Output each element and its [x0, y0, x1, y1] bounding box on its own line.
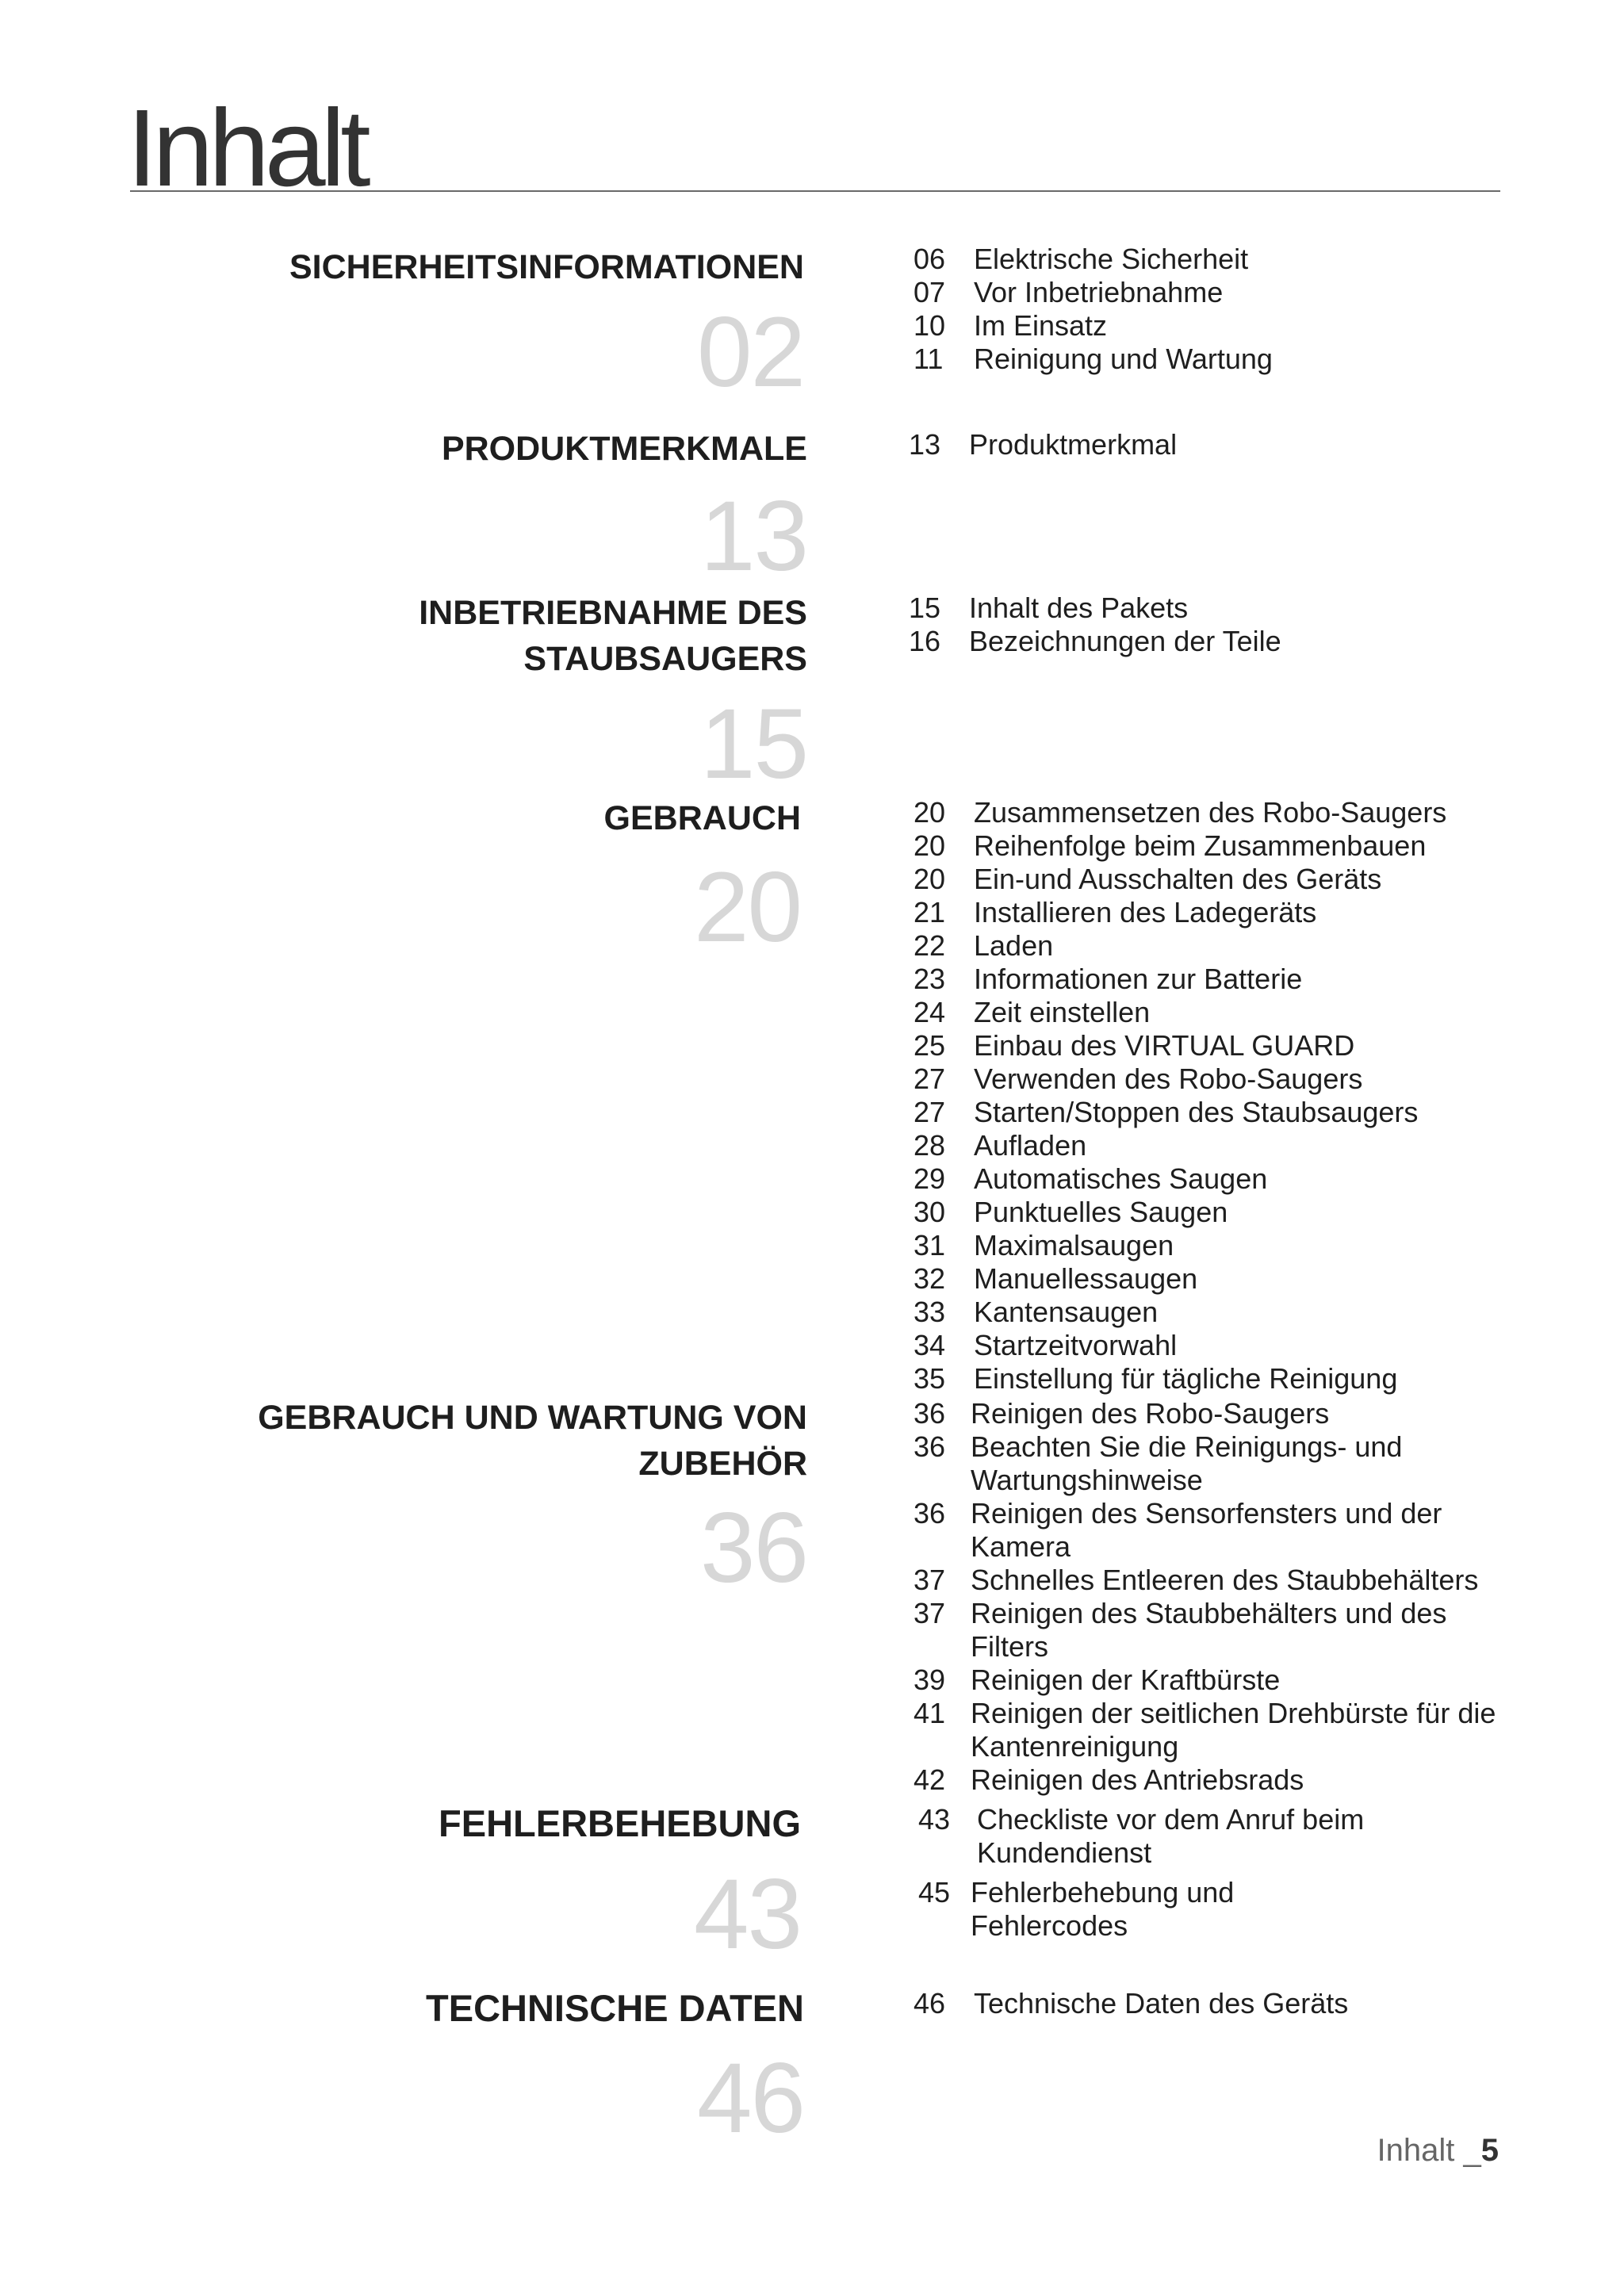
- toc-entry[interactable]: 27 Verwenden des Robo-Saugers: [914, 1062, 1363, 1095]
- toc-entry[interactable]: 11 Reinigung und Wartung: [914, 343, 1273, 375]
- toc-entry[interactable]: 25 Einbau des VIRTUAL GUARD: [914, 1029, 1355, 1062]
- toc-entry[interactable]: 06 Elektrische Sicherheit: [914, 243, 1249, 275]
- toc-entry[interactable]: 37 Reinigen des Staubbehälters und des Filters: [914, 1597, 1447, 1663]
- toc-entry[interactable]: 32 Manuellessaugen: [914, 1262, 1198, 1295]
- toc-entry[interactable]: 20 Reihenfolge beim Zusammenbauen: [914, 829, 1427, 862]
- section-number-usage: 20: [693, 852, 801, 963]
- toc-entry[interactable]: 20 Zusammensetzen des Robo-Saugers: [914, 796, 1447, 829]
- toc-entry[interactable]: 20 Ein-und Ausschalten des Geräts: [914, 863, 1382, 895]
- toc-entry[interactable]: 41 Reinigen der seitlichen Drehbürste für die Kantenreinigung: [914, 1697, 1496, 1763]
- toc-entry[interactable]: 29 Automatisches Saugen: [914, 1162, 1268, 1195]
- section-number-safety: 02: [696, 297, 804, 408]
- toc-entry[interactable]: 39 Reinigen der Kraftbürste: [914, 1664, 1281, 1696]
- toc-entry[interactable]: 13 Produktmerkmal: [909, 428, 1178, 461]
- toc-entry[interactable]: 23 Informationen zur Batterie: [914, 963, 1303, 995]
- toc-entry[interactable]: 46 Technische Daten des Geräts: [914, 1987, 1349, 2020]
- section-number-specs: 46: [696, 2043, 804, 2154]
- section-title-maintenance: GEBRAUCH UND WARTUNG VON ZUBEHÖR: [258, 1399, 807, 1483]
- entries-safety: [914, 243, 1516, 376]
- section-number-troubleshooting: 43: [693, 1859, 801, 1970]
- page-title: Inhalt: [127, 87, 366, 209]
- toc-entry[interactable]: 15 Inhalt des Pakets: [909, 592, 1189, 624]
- toc-entry[interactable]: 43 Checkliste vor dem Anruf beim Kundendienst: [918, 1803, 1365, 1869]
- toc-entry[interactable]: 27 Starten/Stoppen des Staubsaugers: [914, 1096, 1419, 1128]
- toc-entry[interactable]: 33 Kantensaugen: [914, 1296, 1159, 1328]
- entries-usage: [914, 796, 1516, 1396]
- entries-specs: [914, 1987, 1516, 2020]
- toc-entry[interactable]: 07 Vor Inbetriebnahme: [914, 276, 1224, 308]
- footer-page-number: 5: [1480, 2133, 1499, 2168]
- toc-entry[interactable]: 37 Schnelles Entleeren des Staubbehälters: [914, 1564, 1479, 1596]
- toc-entry[interactable]: 36 Reinigen des Sensorfensters und der Kamera: [914, 1497, 1442, 1563]
- section-title-specs: TECHNISCHE DATEN: [426, 1987, 804, 2029]
- section-title-safety: SICHERHEITSINFORMATIONEN: [289, 248, 804, 286]
- toc-entry[interactable]: 36 Reinigen des Robo-Saugers: [914, 1397, 1330, 1430]
- entries-features: [909, 428, 1511, 461]
- section-number-maintenance: 36: [699, 1493, 807, 1603]
- toc-entry[interactable]: 16 Bezeichnungen der Teile: [909, 625, 1281, 657]
- section-title-usage: GEBRAUCH: [603, 799, 801, 837]
- toc-entry[interactable]: 30 Punktuelles Saugen: [914, 1196, 1228, 1228]
- footer-label: Inhalt _: [1377, 2133, 1481, 2168]
- title-divider: [130, 190, 1500, 192]
- entries-setup: [909, 592, 1511, 658]
- toc-entry[interactable]: 28 Aufladen: [914, 1129, 1087, 1162]
- toc-entry[interactable]: 10 Im Einsatz: [914, 309, 1108, 342]
- toc-entry[interactable]: 36 Beachten Sie die Reinigungs- und Wartungshinweise: [914, 1430, 1403, 1496]
- section-title-features: PRODUKTMERKMALE: [441, 430, 807, 468]
- toc-entry[interactable]: 22 Laden: [914, 929, 1054, 962]
- page-footer: [1377, 2133, 1499, 2169]
- toc-entry[interactable]: 34 Startzeitvorwahl: [914, 1329, 1178, 1361]
- toc-entry[interactable]: 24 Zeit einstellen: [914, 996, 1151, 1028]
- toc-entry[interactable]: 21 Installieren des Ladegeräts: [914, 896, 1317, 928]
- section-title-troubleshooting: FEHLERBEHEBUNG: [439, 1802, 801, 1844]
- toc-entry[interactable]: 31 Maximalsaugen: [914, 1229, 1174, 1262]
- toc-entry[interactable]: 45 Fehlerbehebung und Fehlercodes: [918, 1876, 1235, 1942]
- entries-troubleshooting: [918, 1803, 1394, 1943]
- section-title-setup: INBETRIEBNAHME DES STAUBSAUGERS: [419, 594, 807, 678]
- section-number-features: 13: [699, 481, 807, 592]
- entries-maintenance: [914, 1397, 1500, 1797]
- toc-entry[interactable]: 35 Einstellung für tägliche Reinigung: [914, 1362, 1398, 1395]
- toc-entry[interactable]: 42 Reinigen des Antriebsrads: [914, 1763, 1304, 1796]
- section-number-setup: 15: [699, 689, 807, 799]
